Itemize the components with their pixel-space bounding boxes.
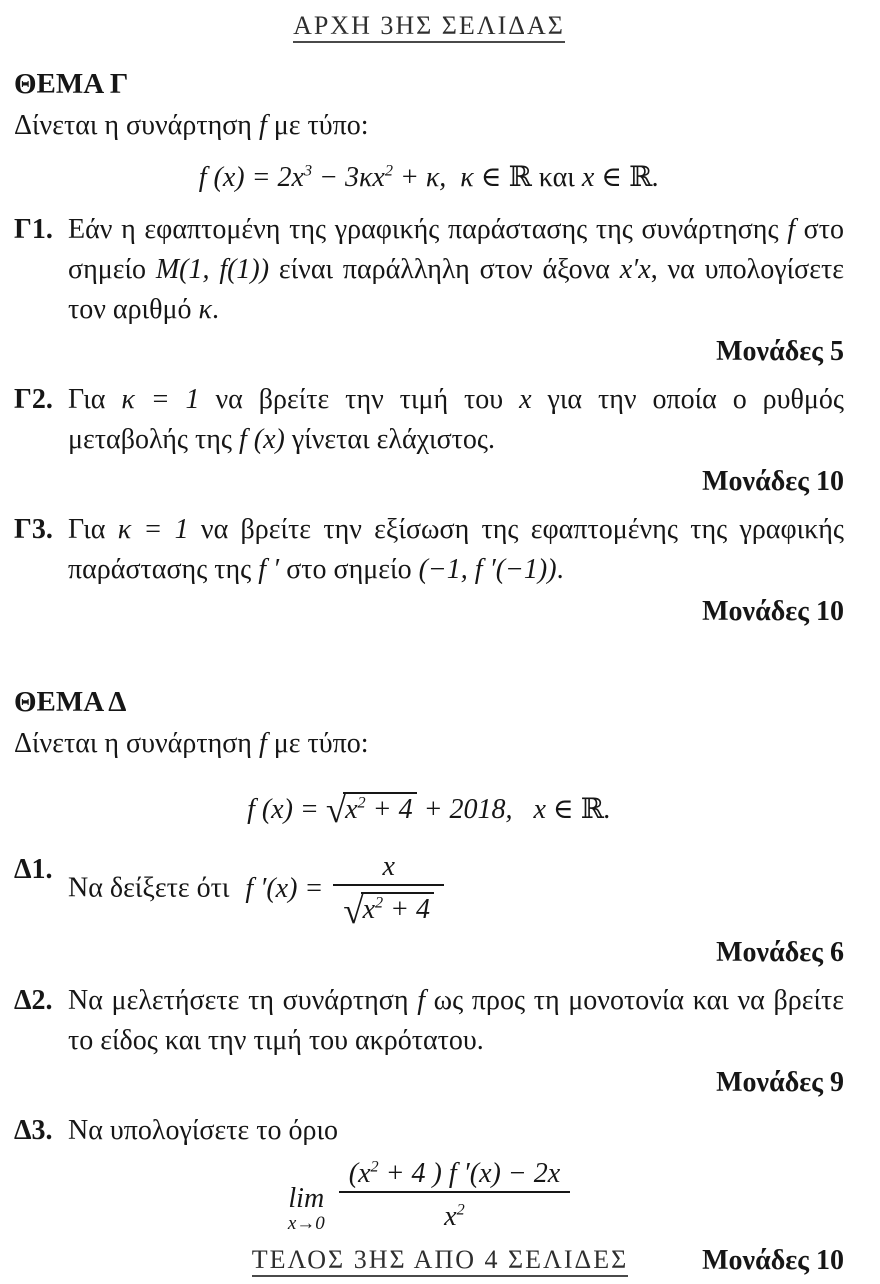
formula-mid: x ∈: [581, 162, 629, 193]
limit-operator: [288, 1184, 325, 1234]
marks-c1: Μονάδες 5: [716, 336, 844, 367]
question-d1: [14, 850, 844, 930]
function-symbol: f: [258, 728, 267, 759]
text-segment: Για: [68, 514, 118, 545]
formula-mid: + κ, κ ∈: [392, 162, 509, 193]
math-segment: x: [444, 1200, 457, 1232]
text-segment: είναι παράλληλη στον άξονα: [269, 254, 620, 285]
marks-d1: Μονάδες 6: [716, 936, 844, 968]
theme-c-intro: [14, 106, 844, 146]
reals-symbol: ℝ: [508, 162, 532, 193]
marks-d3: Μονάδες 10: [702, 1244, 844, 1276]
limit-subscript: x→0: [287, 1213, 325, 1235]
question-d3-label: Δ3.: [14, 1114, 53, 1146]
theme-d3-limit-formula: [14, 1157, 844, 1237]
radical-sign: √: [343, 889, 364, 931]
theme-d-intro-pre: Δίνεται η συνάρτηση: [14, 728, 259, 759]
math-segment: f (x): [238, 424, 285, 455]
formula-mid: x ∈: [533, 794, 581, 825]
fraction-numerator: x: [382, 851, 395, 883]
limit-word: lim: [288, 1183, 325, 1215]
question-c2-text: [68, 380, 844, 460]
question-d2: [14, 981, 844, 1061]
formula-exponent: 2: [357, 793, 366, 812]
math-segment: κ: [198, 294, 212, 325]
math-segment: (−1, f ′(−1)): [418, 554, 557, 585]
formula-exponent: 2: [375, 894, 384, 913]
marks-c2: Μονάδες 10: [702, 466, 844, 497]
text-segment: στο σημείο: [279, 554, 419, 585]
math-segment: + 4: [365, 794, 413, 825]
text-segment: Να δείξετε ότι: [68, 873, 230, 905]
theme-d-title: ΘΕΜΑ Δ: [14, 686, 127, 718]
question-d3-text: [68, 1111, 844, 1151]
question-d3: [14, 1111, 844, 1151]
formula-kai: και: [531, 162, 582, 193]
text-segment: ως προς τη μονοτονία και να βρείτε το είδος και την τιμή του ακρότατου.: [68, 984, 844, 1056]
question-c1-text: [68, 210, 844, 330]
formula-mid: + 2018,: [416, 794, 534, 825]
math-segment: x: [362, 894, 376, 926]
radical-sign: √: [325, 789, 347, 831]
formula-exponent: 2: [384, 161, 393, 180]
math-segment: M(1, f(1)): [155, 254, 270, 285]
fraction-denominator: [339, 1191, 570, 1237]
math-segment: f: [787, 214, 795, 245]
theme-c-function-formula: [14, 154, 844, 202]
theme-d-intro: [14, 724, 844, 764]
function-symbol: f: [258, 110, 267, 141]
question-c3-label: Γ3.: [14, 514, 53, 545]
text-segment: να βρείτε την εξίσωση της εφαπτομένης της γραφικής παράστασης της: [68, 514, 845, 585]
formula-exponent: 2: [370, 1157, 379, 1176]
text-segment: Να υπολογίσετε το όριο: [68, 1114, 338, 1146]
question-d1-label: Δ1.: [14, 854, 53, 886]
theme-c-title: ΘΕΜΑ Γ: [14, 68, 129, 100]
page-header: [14, 10, 844, 42]
text-segment: γίνεται ελάχιστος.: [284, 424, 496, 455]
theme-c-intro-pre: Δίνεται η συνάρτηση: [14, 110, 259, 141]
question-d2-text: [68, 981, 844, 1061]
page-footer-text: ΤΕΛΟΣ 3ΗΣ ΑΠΟ 4 ΣΕΛΙΔΕΣ: [252, 1245, 629, 1277]
marks-d2: Μονάδες 9: [716, 1066, 844, 1098]
formula-lhs: f (x) =: [247, 794, 326, 825]
question-d2-label: Δ2.: [14, 984, 53, 1016]
formula-lhs: f (x) = 2x: [198, 162, 304, 193]
reals-symbol: ℝ: [628, 162, 653, 193]
theme-d-intro-post: με τύπο:: [266, 728, 369, 759]
text-segment: στο σημείο: [68, 214, 844, 285]
math-segment: x: [519, 384, 532, 415]
question-c3: [14, 510, 844, 590]
math-segment: (x: [348, 1157, 371, 1189]
marks-c3: Μονάδες 10: [702, 596, 844, 627]
text-segment: .: [556, 554, 564, 585]
fraction: [339, 1157, 570, 1237]
fraction: [333, 850, 444, 930]
text-segment: Για: [68, 384, 122, 415]
text-segment: , να υπολογίσετε τον αριθμό: [68, 254, 844, 325]
formula-mid: − 3κx: [312, 162, 385, 193]
question-d1-text: [68, 850, 844, 930]
formula-exponent: 2: [456, 1200, 465, 1219]
text-segment: να βρείτε την τιμή του: [199, 384, 520, 415]
theme-c-intro-post: με τύπο:: [266, 110, 369, 141]
formula-exponent: 3: [303, 161, 313, 180]
theme-d-function-formula: [14, 778, 844, 842]
math-segment: x: [345, 794, 358, 825]
text-segment: .: [211, 294, 219, 325]
formula-end: .: [603, 794, 611, 825]
fraction-denominator: [333, 884, 444, 930]
formula-end: .: [652, 162, 660, 193]
theme-d-section: [14, 684, 844, 1281]
section-divider-space: [14, 632, 844, 660]
math-segment: κ = 1: [117, 514, 189, 545]
math-segment: f ′(x) =: [245, 873, 324, 905]
text-segment: για την οποία ο ρυθμός μεταβολής της: [68, 384, 844, 455]
question-c3-text: [68, 510, 844, 590]
math-segment: f ′: [258, 554, 280, 585]
math-segment: x′x: [619, 254, 651, 285]
math-segment: κ = 1: [121, 384, 200, 415]
page-header-text: ΑΡΧΗ 3ΗΣ ΣΕΛΙΔΑΣ: [293, 11, 565, 43]
question-c2-label: Γ2.: [14, 384, 53, 415]
question-c1-label: Γ1.: [14, 214, 53, 245]
math-segment: + 4: [383, 894, 431, 926]
fraction-numerator: [339, 1157, 570, 1191]
text-segment: Να μελετήσετε τη συνάρτηση: [68, 984, 418, 1016]
theme-c-section: [14, 66, 844, 632]
math-segment: f: [417, 984, 425, 1016]
reals-symbol: ℝ: [580, 794, 604, 825]
radicand: [361, 892, 434, 925]
page-footer: [0, 1240, 880, 1280]
question-c2: [14, 380, 844, 460]
question-c1: [14, 210, 844, 330]
radicand: [343, 792, 416, 825]
math-segment: + 4 ) f ′(x) − 2x: [378, 1157, 561, 1189]
text-segment: Εάν η εφαπτομένη της γραφικής παράστασης της συνάρτησης: [68, 214, 788, 245]
